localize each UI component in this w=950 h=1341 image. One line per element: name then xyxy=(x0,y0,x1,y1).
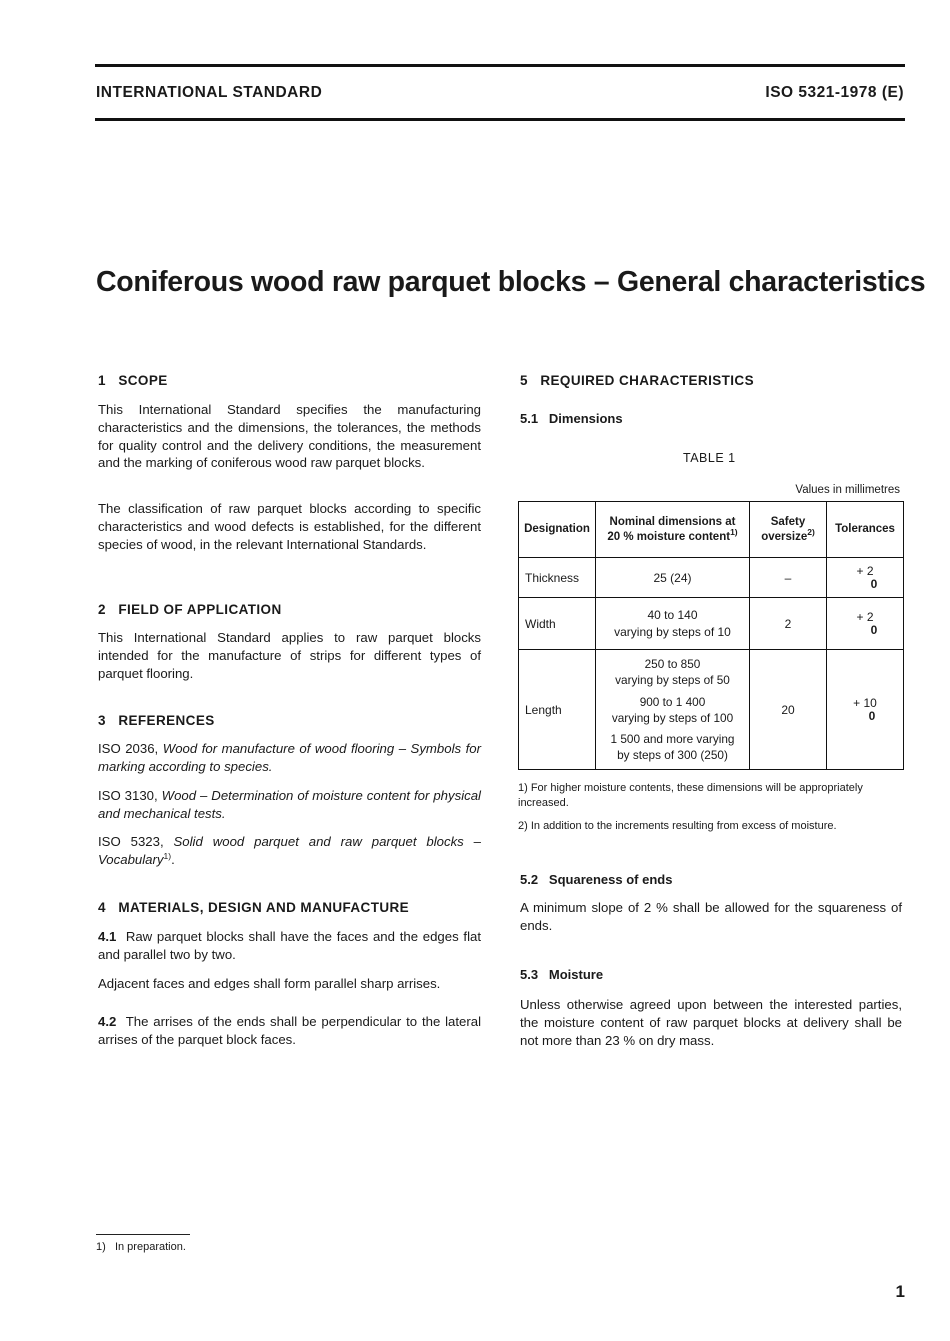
footnote-marker: 1) xyxy=(163,850,172,861)
reference-end: . xyxy=(171,851,175,867)
header-safety-line-2: oversize xyxy=(761,530,808,543)
cell-safety: 2 xyxy=(750,598,827,650)
scope-heading: 1 SCOPE xyxy=(98,373,168,388)
nominal-steps: by steps of 300 (250) xyxy=(617,748,728,762)
header-bottom-rule xyxy=(95,118,905,121)
cell-designation: Width xyxy=(519,598,596,650)
clause-text: Raw parquet blocks shall have the faces and the edges flat and parallel two by two. xyxy=(98,929,482,962)
header-standard-label: INTERNATIONAL STANDARD xyxy=(96,84,323,101)
header-nominal-line-2: 20 % moisture content xyxy=(607,530,731,543)
table-footnote-2: 2) In addition to the increments resulting from excess of moisture. xyxy=(518,820,837,832)
nominal-range: 40 to 140 xyxy=(647,607,698,622)
tolerance-plus: + 2 xyxy=(856,563,874,578)
reference-code: ISO 2036, xyxy=(98,741,159,756)
table-row-length xyxy=(519,650,904,770)
footnote-rule xyxy=(96,1234,190,1235)
clause-number: 4.1 xyxy=(98,929,117,944)
cell-safety: 20 xyxy=(750,650,827,770)
dimensions-heading: 5.1 Dimensions xyxy=(520,411,623,426)
table-row-width xyxy=(519,598,904,650)
tolerance-minus: 0 xyxy=(868,708,876,723)
tolerance-value xyxy=(853,697,877,723)
clause-4-2 xyxy=(98,1013,481,1049)
scope-paragraph-1: This International Standard specifies the manufacturing characteristics and the dimensions, the tolerances, the methods for quality control and the delivery conditions, the measurement and the marking of coniferous wood raw parquet blocks. xyxy=(98,402,481,471)
table-caption: TABLE 1 xyxy=(683,451,736,465)
reference-code: ISO 5323, xyxy=(98,834,164,849)
dimensions-table xyxy=(518,501,904,770)
nominal-steps: varying by steps of 10 xyxy=(614,624,731,639)
cell-designation: Length xyxy=(519,650,596,770)
squareness-paragraph: A minimum slope of 2 % shall be allowed for the squareness of ends. xyxy=(520,900,902,933)
clause-4-1-continued: Adjacent faces and edges shall form parallel sharp arrises. xyxy=(98,976,441,991)
cell-tolerance xyxy=(827,650,904,770)
cell-nominal xyxy=(596,598,750,650)
header-tolerances: Tolerances xyxy=(827,502,904,558)
tolerance-minus: 0 xyxy=(870,622,878,637)
header-nominal xyxy=(596,502,750,558)
clause-number: 4.2 xyxy=(98,1014,117,1029)
header-safety-line-1: Safety xyxy=(770,515,806,528)
header-iso-number: ISO 5321-1978 (E) xyxy=(765,84,904,101)
reference-iso-2036 xyxy=(98,740,481,776)
nominal-range: 250 to 850 xyxy=(644,656,701,671)
table-row-thickness xyxy=(519,558,904,598)
page-footnote: 1) In preparation. xyxy=(96,1241,186,1253)
required-heading: 5 REQUIRED CHARACTERISTICS xyxy=(520,373,754,388)
cell-tolerance xyxy=(827,558,904,598)
header-nominal-line-1: Nominal dimensions at xyxy=(609,515,736,528)
moisture-heading: 5.3 Moisture xyxy=(520,967,604,982)
tolerance-value xyxy=(853,611,878,637)
reference-iso-3130 xyxy=(98,787,481,823)
tolerance-minus: 0 xyxy=(870,576,878,591)
squareness-heading: 5.2 Squareness of ends xyxy=(520,872,673,887)
materials-heading: 4 MATERIALS, DESIGN AND MANUFACTURE xyxy=(98,900,410,915)
references-heading: 3 REFERENCES xyxy=(98,713,215,728)
cell-nominal xyxy=(596,650,750,770)
tolerance-plus: + 10 xyxy=(853,695,877,710)
reference-iso-5323 xyxy=(98,833,481,869)
document-title: Coniferous wood raw parquet blocks – General characteristics xyxy=(96,266,926,298)
field-paragraph: This International Standard applies to raw parquet blocks intended for the manufacture of strips for different types of parquet flooring. xyxy=(98,630,481,681)
footnote-marker: 2) xyxy=(807,526,815,537)
scope-paragraph-2: The classification of raw parquet blocks according to specific characteristics and wood defects is established, for the different species of wood, in the relevant International Standards. xyxy=(98,501,481,552)
reference-title: Wood – Determination of moisture content for physical and mechanical tests. xyxy=(98,788,481,821)
reference-title: Wood for manufacture of wood flooring – Symbols for marking according to species. xyxy=(98,741,481,774)
field-heading: 2 FIELD OF APPLICATION xyxy=(98,602,282,617)
nominal-range: 900 to 1 400 xyxy=(639,694,706,709)
reference-code: ISO 3130, xyxy=(98,788,158,803)
units-note: Values in millimetres xyxy=(795,484,900,496)
header-top-rule xyxy=(95,64,905,67)
tolerance-plus: + 2 xyxy=(856,609,874,624)
cell-tolerance xyxy=(827,598,904,650)
reference-title: Solid wood parquet and raw parquet blocks – Vocabulary xyxy=(98,834,481,867)
clause-text: The arrises of the ends shall be perpendicular to the lateral arrises of the parquet block faces. xyxy=(98,1014,482,1047)
clause-4-1 xyxy=(98,928,481,964)
table-footnote-1: 1) For higher moisture contents, these dimensions will be appropriately increased. xyxy=(518,782,863,809)
footnote-marker: 1) xyxy=(730,526,738,537)
nominal-range: 1 500 and more varying xyxy=(610,731,735,746)
moisture-paragraph: Unless otherwise agreed upon between the interested parties, the moisture content of raw parquet blocks at delivery shall be not more than 23 % on dry mass. xyxy=(520,997,902,1048)
tolerance-value xyxy=(853,565,878,591)
cell-nominal: 25 (24) xyxy=(596,558,750,598)
page-number: 1 xyxy=(895,1282,905,1301)
table-header-row xyxy=(519,502,904,558)
cell-safety: – xyxy=(750,558,827,598)
header-safety xyxy=(750,502,827,558)
nominal-steps: varying by steps of 50 xyxy=(615,673,730,687)
nominal-steps: varying by steps of 100 xyxy=(611,711,734,725)
header-designation: Designation xyxy=(519,502,596,558)
cell-designation: Thickness xyxy=(519,558,596,598)
